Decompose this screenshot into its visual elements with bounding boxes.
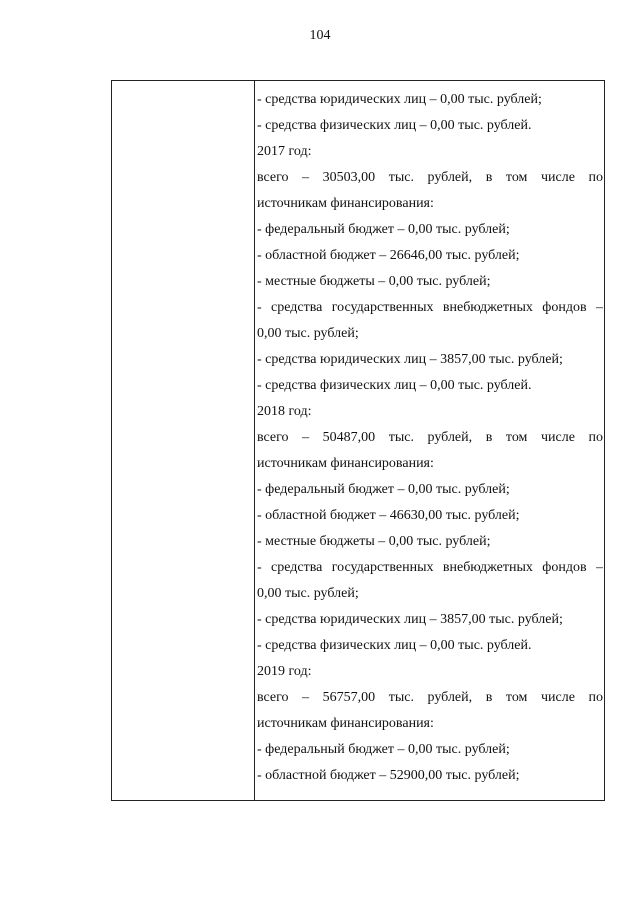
text-line: - средства физических лиц – 0,00 тыс. рублей.: [257, 638, 532, 653]
text-line: источникам финансирования:: [257, 716, 434, 731]
text-line: - областной бюджет – 26646,00 тыс. рублей;: [257, 248, 520, 263]
text-line: источникам финансирования:: [257, 196, 434, 211]
table-right-cell: [257, 87, 603, 789]
text-line: - областной бюджет – 52900,00 тыс. рублей;: [257, 768, 520, 783]
text-line: - федеральный бюджет – 0,00 тыс. рублей;: [257, 222, 510, 237]
text-line: - средства государственных внебюджетных фондов –: [257, 560, 603, 575]
text-line: всего – 50487,00 тыс. рублей, в том числе по: [257, 430, 603, 445]
text-line: 2018 год:: [257, 404, 312, 419]
text-line: - средства юридических лиц – 3857,00 тыс. рублей;: [257, 352, 563, 367]
text-line: 0,00 тыс. рублей;: [257, 326, 359, 341]
text-line: всего – 56757,00 тыс. рублей, в том числе по: [257, 690, 603, 705]
text-line: источникам финансирования:: [257, 456, 434, 471]
text-line: - местные бюджеты – 0,00 тыс. рублей;: [257, 274, 491, 289]
page-number: 104: [309, 28, 331, 43]
text-line: - федеральный бюджет – 0,00 тыс. рублей;: [257, 482, 510, 497]
text-line: - областной бюджет – 46630,00 тыс. рублей;: [257, 508, 520, 523]
text-line: 0,00 тыс. рублей;: [257, 586, 359, 601]
text-line: - средства юридических лиц – 3857,00 тыс. рублей;: [257, 612, 563, 627]
text-line: всего – 30503,00 тыс. рублей, в том числе по: [257, 170, 603, 185]
text-line: - местные бюджеты – 0,00 тыс. рублей;: [257, 534, 491, 549]
text-line: - средства физических лиц – 0,00 тыс. рублей.: [257, 118, 532, 133]
financing-table: [111, 80, 605, 801]
text-line: - средства юридических лиц – 0,00 тыс. рублей;: [257, 92, 542, 107]
column-divider: [254, 81, 255, 800]
text-line: - федеральный бюджет – 0,00 тыс. рублей;: [257, 742, 510, 757]
text-line: - средства физических лиц – 0,00 тыс. рублей.: [257, 378, 532, 393]
text-line: 2017 год:: [257, 144, 312, 159]
text-line: 2019 год:: [257, 664, 312, 679]
text-line: - средства государственных внебюджетных фондов –: [257, 300, 603, 315]
table-left-cell: [112, 81, 254, 800]
